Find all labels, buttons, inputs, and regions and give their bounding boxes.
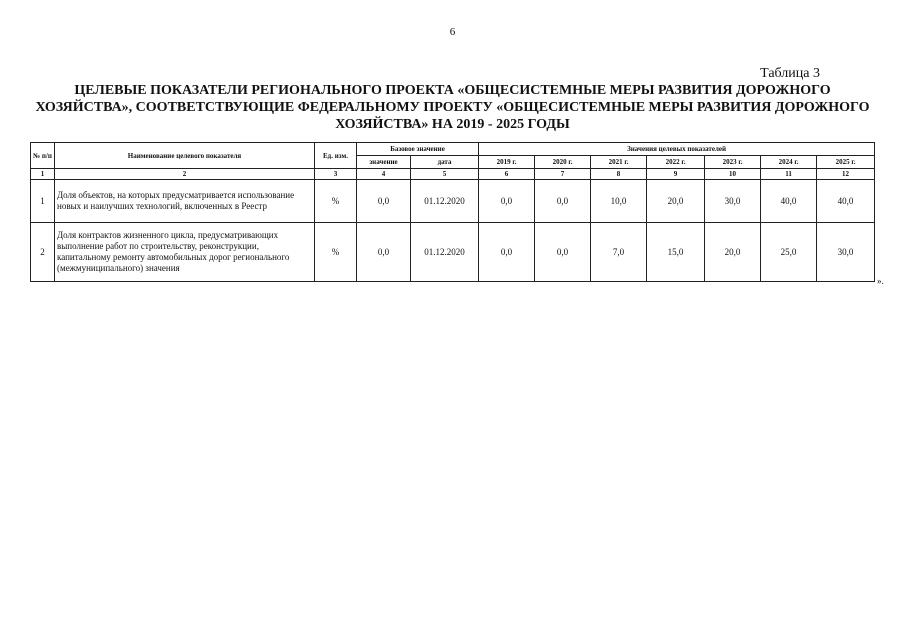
- column-number: 5: [411, 169, 479, 180]
- row-base-value: 0,0: [357, 180, 411, 223]
- column-number: 10: [705, 169, 761, 180]
- row-value: 0,0: [479, 223, 535, 282]
- row-value: 40,0: [761, 180, 817, 223]
- header-base-date: дата: [411, 156, 479, 169]
- table-label: Таблица 3: [760, 66, 820, 81]
- header-base-value: значение: [357, 156, 411, 169]
- row-num: 2: [31, 223, 55, 282]
- row-value: 0,0: [535, 180, 591, 223]
- header-year: 2019 г.: [479, 156, 535, 169]
- header-year: 2021 г.: [591, 156, 647, 169]
- document-title: ЦЕЛЕВЫЕ ПОКАЗАТЕЛИ РЕГИОНАЛЬНОГО ПРОЕКТА «ОБЩЕСИСТЕМНЫЕ МЕРЫ РАЗВИТИЯ ДОРОЖНОГО ХОЗЯЙСТВА», СООТВЕТСТВУЮЩИЕ ФЕДЕРАЛЬНОМУ ПРОЕКТУ «ОБЩЕСИСТЕМНЫЕ МЕРЫ РАЗВИТИЯ ДОРОЖНОГО ХОЗЯЙСТВА» НА 2019 - 2025 ГОДЫ: [35, 83, 870, 132]
- row-indicator-name: Доля объектов, на которых предусматривается использование новых и наилучших технологий, включенных в Реестр: [55, 180, 315, 223]
- column-numbers-row: [31, 169, 875, 180]
- row-value: 20,0: [705, 223, 761, 282]
- row-value: 7,0: [591, 223, 647, 282]
- column-number: 1: [31, 169, 55, 180]
- row-base-date: 01.12.2020: [411, 180, 479, 223]
- header-year: 2020 г.: [535, 156, 591, 169]
- row-value: 20,0: [647, 180, 705, 223]
- page-number: 6: [449, 26, 456, 38]
- row-base-date: 01.12.2020: [411, 223, 479, 282]
- header-year: 2025 г.: [817, 156, 875, 169]
- row-indicator-name: Доля контрактов жизненного цикла, предусматривающих выполнение работ по строительству, реконструкции, капитальному ремонту автомобильных дорог регионального (межмуниципального) значения: [55, 223, 315, 282]
- row-value: 40,0: [817, 180, 875, 223]
- header-unit: Ед. изм.: [315, 143, 357, 169]
- header-name: Наименование целевого показателя: [55, 143, 315, 169]
- row-value: 25,0: [761, 223, 817, 282]
- row-value: 10,0: [591, 180, 647, 223]
- header-year: 2024 г.: [761, 156, 817, 169]
- row-value: 15,0: [647, 223, 705, 282]
- row-unit: %: [315, 180, 357, 223]
- row-num: 1: [31, 180, 55, 223]
- header-base: Базовое значение: [357, 143, 479, 156]
- row-unit: %: [315, 223, 357, 282]
- header-targets: Значения целевых показателей: [479, 143, 875, 156]
- column-number: 2: [55, 169, 315, 180]
- column-number: 12: [817, 169, 875, 180]
- column-number: 3: [315, 169, 357, 180]
- column-number: 9: [647, 169, 705, 180]
- column-number: 8: [591, 169, 647, 180]
- header-num: № п/п: [31, 143, 55, 169]
- row-value: 30,0: [817, 223, 875, 282]
- table-row: [31, 180, 875, 223]
- row-value: 0,0: [535, 223, 591, 282]
- row-value: 30,0: [705, 180, 761, 223]
- table-row: [31, 223, 875, 282]
- row-base-value: 0,0: [357, 223, 411, 282]
- targets-table: [30, 142, 875, 282]
- column-number: 7: [535, 169, 591, 180]
- row-value: 0,0: [479, 180, 535, 223]
- header-year: 2023 г.: [705, 156, 761, 169]
- closing-quote-mark: ».: [877, 276, 884, 286]
- column-number: 4: [357, 169, 411, 180]
- column-number: 6: [479, 169, 535, 180]
- column-number: 11: [761, 169, 817, 180]
- header-year: 2022 г.: [647, 156, 705, 169]
